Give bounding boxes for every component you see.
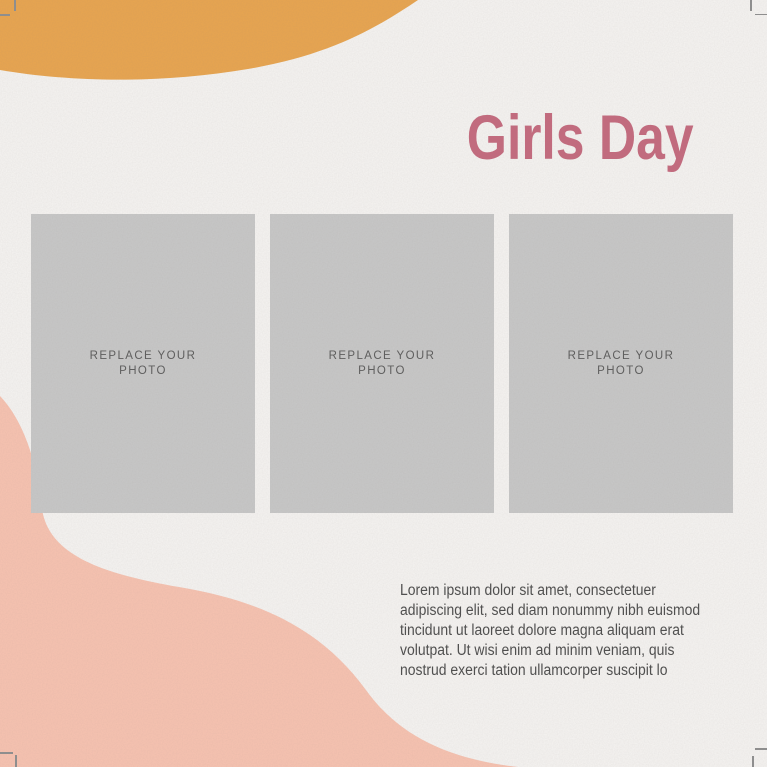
crop-mark-top-right-horizontal: [755, 14, 767, 16]
crop-mark-top-left-horizontal: [0, 14, 10, 16]
photo-placeholder-3-label: [568, 349, 675, 379]
placeholder-label-line1: REPLACE YOUR: [89, 349, 197, 362]
placeholder-label-line1: REPLACE YOUR: [567, 349, 675, 362]
placeholder-label-line1: REPLACE YOUR: [328, 349, 436, 362]
crop-mark-bottom-left-horizontal: [0, 752, 13, 754]
body-paragraph-line: nostrud exerci tation ullamcorper suscipit lo: [400, 662, 668, 679]
placeholder-label-line2: PHOTO: [119, 364, 167, 377]
body-paragraph-line: Lorem ipsum dolor sit amet, consectetuer: [400, 582, 656, 599]
crop-mark-bottom-right-vertical: [752, 756, 754, 767]
crop-mark-top-right-vertical: [750, 0, 752, 11]
photo-placeholder-1-label: [90, 349, 197, 379]
photo-placeholder-2-label: [329, 349, 436, 379]
crop-mark-bottom-left-vertical: [15, 755, 17, 767]
body-paragraph-line: volutpat. Ut wisi enim ad minim veniam, quis: [400, 642, 675, 659]
placeholder-label-line2: PHOTO: [597, 364, 645, 377]
placeholder-label-line2: PHOTO: [358, 364, 406, 377]
body-paragraph: [400, 581, 711, 681]
body-paragraph-line: tincidunt ut laoreet dolore magna aliquam erat: [400, 622, 684, 639]
crop-mark-bottom-right-horizontal: [755, 748, 767, 750]
page-title: Girls Day: [467, 103, 694, 173]
photo-placeholder-2[interactable]: [270, 214, 494, 513]
orange-blob: [0, 0, 418, 80]
photo-placeholder-1[interactable]: [31, 214, 255, 513]
body-paragraph-line: adipiscing elit, sed diam nonummy nibh euismod: [400, 602, 701, 619]
photo-placeholder-3[interactable]: [509, 214, 733, 513]
crop-mark-top-left-vertical: [14, 0, 16, 11]
